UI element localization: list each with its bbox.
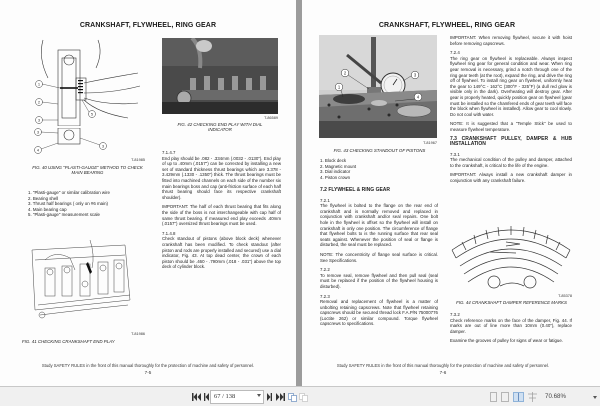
section-text: Examine the grooves of pulley for signs of wear or fatigue. [450, 338, 563, 344]
section-text: The flywheel is bolted to the flange on the rear end of crankshaft and is normally removed and replaced in conjunction with crankshaft and/or seal repairs. One bolt hole in the flywheel is offset so the flywheel will install on crankshaft in only one position. The circumference of flange that flywheel bolts to is the running surface that rear seal seats against. Whenever the position of seal or flange is disturbed, the seal must be replaced. [320, 203, 438, 248]
section-text: IMPORTANT: Always install a new crankshaft damper in conjunction with any crankshaft failure. [450, 172, 572, 184]
figure-41-crankshaft-end-play-diagram [30, 240, 135, 325]
section-7-3-2 [450, 312, 572, 334]
section-text: To remove seal, remove flywheel and then pull seal (seal must be replaced if the position of the flywheel housing is disturbed). [320, 272, 438, 289]
examine-grooves [450, 338, 572, 344]
figure-43-legend [320, 158, 430, 180]
page-number: 7-5 [144, 370, 152, 375]
previous-view-icon[interactable] [287, 391, 297, 403]
figure-44-code: T-85378 [558, 294, 572, 298]
legend-item: 4. Piston crown [320, 174, 351, 180]
svg-text:3: 3 [37, 117, 41, 123]
figure-40-legend [28, 190, 148, 218]
right-page-column-2-bottom [450, 312, 572, 348]
svg-text:2: 2 [37, 99, 41, 105]
figure-40-plasti-gauge-diagram [18, 38, 146, 126]
svg-text:4: 4 [416, 94, 420, 100]
legend-item: 1. Block deck [320, 158, 347, 163]
safety-footer: Study SAFETY RULES in the front of this manual thoroughly for the protection of machine and safety of personnel. [41, 363, 255, 368]
svg-text:4: 4 [36, 147, 40, 153]
last-page-icon[interactable] [275, 391, 285, 403]
page-dropdown-arrow[interactable] [257, 394, 261, 397]
section-7-2-2 [320, 267, 438, 289]
section-number: 7.2.4 [450, 50, 460, 56]
next-view-icon[interactable] [298, 391, 308, 403]
page-number: 7-6 [439, 370, 447, 375]
important-note [162, 204, 281, 226]
page-number-input[interactable]: 67 / 138 [210, 390, 264, 404]
important-damper [450, 172, 572, 183]
section-heading-7-3: 7.3 CRANKSHAFT PULLEY, DAMPER & HUB INSTALLATION [450, 135, 572, 148]
section-text: NOTE: The concentricity of flange seal surface is critical. See Specifications. [320, 251, 438, 263]
figure-43-code: T-81967 [423, 141, 437, 145]
zoom-level[interactable]: 70.68% [545, 393, 566, 400]
note-concentricity [320, 252, 438, 263]
figure-42-code: T-86589 [264, 116, 278, 120]
important-flywheel [450, 35, 572, 46]
section-7-1-4-8 [162, 231, 281, 270]
legend-item: 3. Dial indicator [320, 169, 351, 175]
svg-text:3: 3 [101, 143, 105, 149]
svg-text:1: 1 [337, 84, 341, 90]
section-number: 7.1.4.7 [162, 150, 176, 155]
page-title: CRANKSHAFT, FLYWHEEL, RING GEAR [79, 22, 217, 29]
svg-text:2: 2 [343, 70, 347, 76]
single-page-icon[interactable] [490, 392, 497, 402]
section-number: 7.1.4.8 [162, 230, 176, 236]
section-text: IMPORTANT: The half of each thrust bearing that fits along the side of the boss is not interchangeable with cap half of same thrust bearing. If measured end play exceeds .40mm (.0157") oversized thrust bearings must be used. [162, 204, 281, 227]
section-text: Check standout of pistons (above block deck) whenever crankshaft has been modified. To check standout (after piston and rods are properly installed and secured) use a dial indicator, Fig. 43. At top dead center, the crown of each piston should be .460 - .790mm (.018 - .031") above the top deck of cylinder block. [162, 236, 281, 270]
figure-41-code: T-81986 [131, 332, 145, 336]
section-7-2-4 [450, 50, 572, 117]
section-text: Check reference marks on the face of the damper, Fig. 44. If marks are out of line more than 10mm (0.40"), replace damper. [450, 317, 572, 334]
figure-43-caption: FIG. 43 CHECKING STANDOUT OF PISTONS [333, 148, 426, 153]
section-7-2-1 [320, 198, 438, 248]
figure-42-caption: FIG. 42 CHECKING END PLAY WITH DIAL INDICATOR [177, 122, 263, 133]
section-text: Removal and replacement of flywheel is a matter of unbolting retaining capscrews. Note that flywheel retaining capscrews should be secured thread lock F.A.P/N 75000776 (Loctite 262) or similar compound. Torque flywheel capscrews to specifications. [320, 299, 438, 327]
continuous-facing-icon[interactable] [527, 391, 537, 403]
section-heading-7-2: 7.2 FLYWHEEL & RING GEAR [320, 187, 391, 193]
page-right [302, 0, 600, 386]
section-text: NOTE: It is suggested that a "Temple Stick" be used to measure flywheel temperature. [450, 121, 572, 132]
svg-text:3: 3 [36, 129, 40, 135]
section-7-1-4-7 [162, 150, 281, 200]
svg-text:3: 3 [413, 72, 417, 78]
svg-text:5: 5 [90, 111, 94, 117]
section-number: 7.2.1 [320, 197, 330, 203]
section-number: 7.3.1 [450, 151, 460, 157]
section-number: 7.3.2 [450, 312, 460, 317]
figure-42-dial-indicator-photo [162, 38, 278, 114]
section-number: 7.2.3 [320, 293, 330, 299]
legend-item: 4. Main bearing cap [28, 206, 67, 212]
figure-44-damper-diagram [450, 220, 572, 292]
legend-item: 3. Thrust half bearings ( only on #6 main) [28, 201, 108, 207]
prev-page-icon[interactable] [202, 391, 210, 403]
safety-footer: Study SAFETY RULES in the front of this manual thoroughly for the protection of machine and safety of personnel. [336, 363, 550, 368]
figure-40-caption: FIG. 40 USING "PLASTI-GAUGE" METHOD TO CHECK MAIN BEARING [32, 165, 143, 176]
figure-41-caption: FIG. 41 CHECKING CRANKSHAFT END PLAY [22, 339, 115, 344]
first-page-icon[interactable] [191, 391, 201, 403]
note-temple-stick [450, 121, 572, 132]
section-text: The mechanical condition of the pulley and damper, attached to the crankshaft, is critical to the life of the engine. [450, 157, 572, 168]
next-page-icon[interactable] [265, 391, 273, 403]
figure-43-piston-standout-photo [319, 35, 437, 138]
legend-item: 1. "Plasti-gauge" or similar calibration wire [28, 190, 110, 195]
left-page-body-text [162, 150, 281, 274]
section-text: The ring gear on flywheel is replaceable. Always inspect flywheel ring gear for general condition and wear. When ring gear removal is necessary, grind a notch through one of the ring gear teeth (at the root), expand the ring, and drive the ring off of flywheel. To install ring gear on flywheel, uniformly heat the gear to 149°C - 162°C (300°F - 325°F) (a dull red glow is visible only in the dark). Overheating will destroy gear. After gear is properly heated, quickly position gear on flywheel (gear must be installed so the chamfered ends of gear teeth will face the block when flywheel is installed). Allow gear to cool slowly. Do not cool with water. [450, 55, 572, 117]
figure-40-code: T-81985 [131, 158, 145, 162]
figure-40-bottom-detail [30, 128, 110, 158]
section-7-2-3 [320, 294, 438, 328]
legend-item: 2. Magnetic mount [320, 163, 357, 169]
navigation-toolbar [0, 386, 600, 406]
page-left [0, 0, 296, 386]
right-page-column-1 [320, 188, 438, 331]
legend-item: 5. "Plasti-gauge" measurement scale [28, 212, 100, 218]
legend-item: 2. Bearing shell [28, 195, 59, 201]
zoom-dropdown-arrow[interactable] [593, 396, 597, 399]
right-page-column-2 [450, 35, 572, 188]
page-title: CRANKSHAFT, FLYWHEEL, RING GEAR [378, 22, 516, 29]
facing-pages-icon[interactable] [513, 392, 524, 402]
continuous-page-icon[interactable] [501, 392, 509, 402]
figure-44-caption: FIG. 44 CRANKSHAFT DAMPER REFERENCE MARKS [456, 300, 567, 305]
section-7-3-1 [450, 152, 572, 169]
section-text: End play should be .082 - .334mm (.0032 - .0130"). End play of up to .40mm (.0157") can be corrected by installing a new set of standard thickness thrust bearings which are 3.378 - 3.429mm (.1330 - .1350") thick. The thrust bearings must be fitted into machined channels on each side of the number six main bearings boss and cap (anti-friction surface of each half thrust bearing should face its respective crankshaft shoulder). [162, 155, 281, 200]
section-number: 7.2.2 [320, 267, 330, 273]
svg-text:1: 1 [37, 81, 41, 87]
section-text: IMPORTANT: When removing flywheel, secure it with hoist before removing capscrews. [450, 35, 572, 46]
